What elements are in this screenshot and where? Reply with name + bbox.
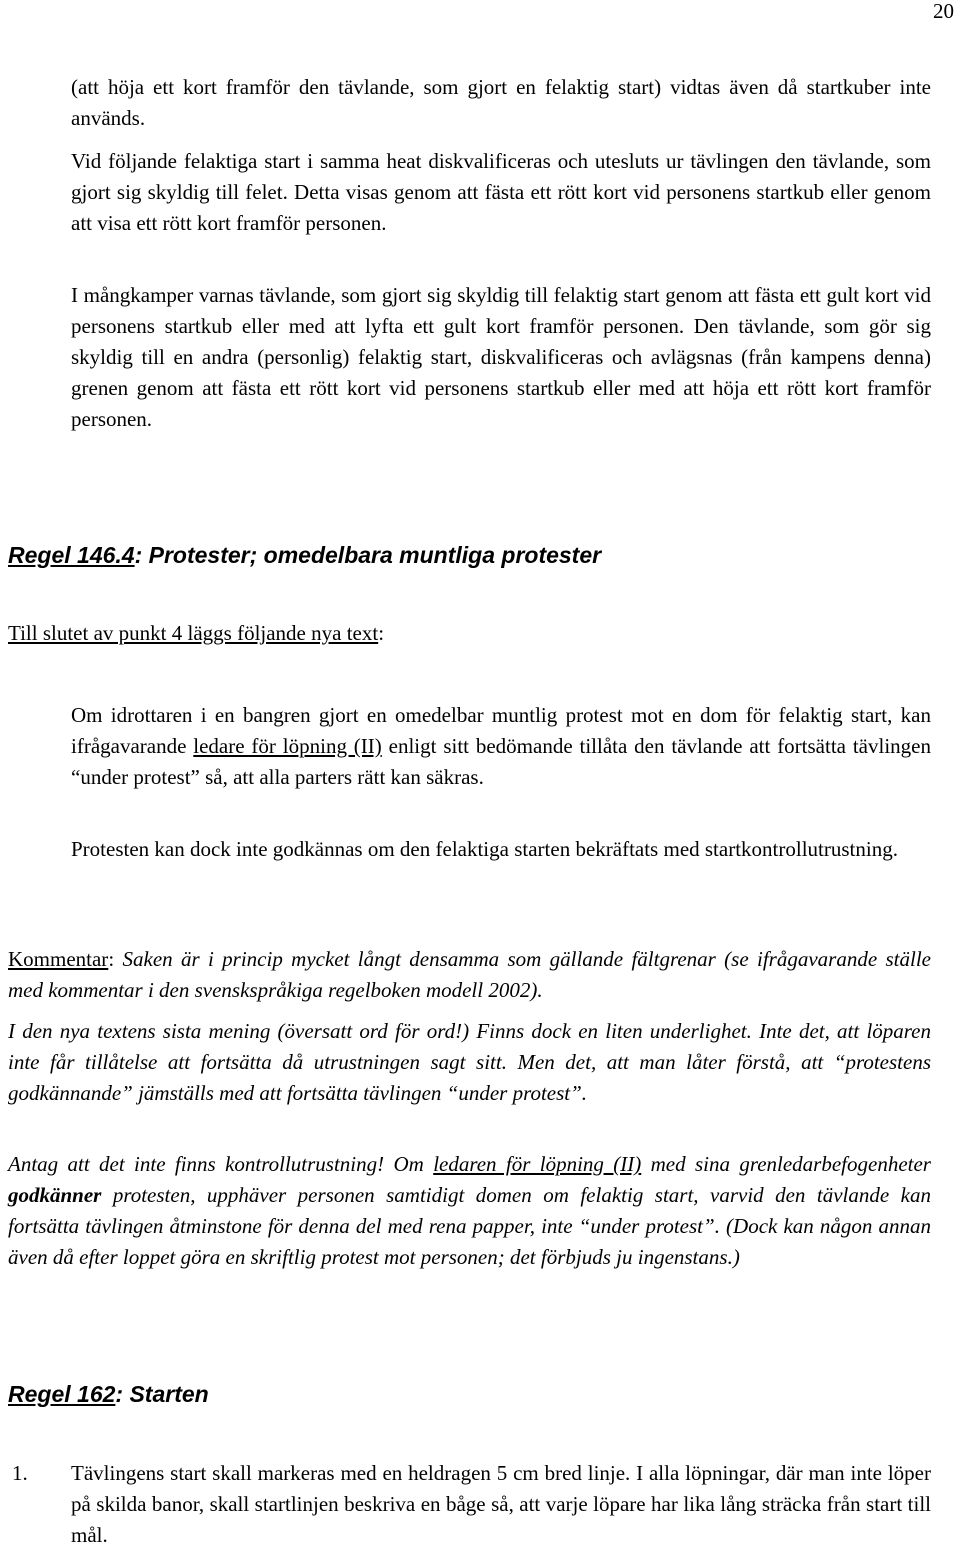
paragraph-protest-limit: Protesten kan dock inte godkännas om den felaktiga starten bekräftats med startkontrollutrustning.	[71, 837, 898, 861]
referee-reference: ledare för löpning (II)	[193, 734, 382, 758]
paragraph-protest-rule: Om idrottaren i en bangren gjort en omedelbar muntlig protest mot en dom för felaktig start, kan ifrågavarande ledare för löpning (II) enligt sitt bedömande tillåta den tävlande att fortsätta tävlingen “under protest” så, att alla parters rätt kan säkras.	[71, 703, 931, 789]
page-number: 20	[933, 0, 954, 23]
list-item-number: 1.	[12, 1461, 28, 1485]
rule-146-heading	[8, 541, 601, 569]
comment-paragraph-2: I den nya textens sista mening (översatt ord för ord!) Finns dock en liten underlighet. Inte det, att löparen inte får tillåtelse att fortsätta då utrustningen sagt sitt. Men det, att man låter förstå, att “protestens godkännande” jämställs med att fortsätta tävlingen “under protest”.	[8, 1019, 931, 1105]
rule-162-number: Regel 162	[8, 1381, 116, 1407]
list-item-start-line: Tävlingens start skall markeras med en heldragen 5 cm bred linje. I alla löpningar, där man inte löper på skilda banor, skall startlinjen beskriva en båge så, att varje löpare har lika lång sträcka från start till mål.	[71, 1461, 931, 1547]
comment-paragraph-1: Kommentar: Saken är i princip mycket långt densamma som gällande fältgrenar (se ifrågavarande ställe med kommentar i den svenskspråkiga regelboken modell 2002).	[8, 947, 931, 1002]
paragraph-start-cubes: (att höja ett kort framför den tävlande, som gjort en felaktig start) vidtas även då startkuber inte används.	[71, 75, 931, 130]
approves-emphasis: godkänner	[8, 1183, 102, 1207]
paragraph-red-card: Vid följande felaktiga start i samma heat diskvalificeras och utesluts ur tävlingen den tävlande, som gjort sig skyldig till felet. Detta visas genom att fästa ett rött kort vid personens startkub eller genom att visa ett rött kort framför personen.	[71, 149, 931, 235]
rule-162-heading	[8, 1380, 209, 1408]
comment-paragraph-3: Antag att det inte finns kontrollutrustning! Om ledaren för löpning (II) med sina grenledarbefogenheter godkänner protesten, upphäver personen samtidigt domen om felaktig start, varvid den tävlande kan fortsätta tävlingen åtminstone för denna del med rena papper, inte “under protest”. (Dock kan någon annan även då efter loppet göra en skriftlig protest mot personen; det förbjuds ju ingenstans.)	[8, 1152, 931, 1269]
amendment-instruction: Till slutet av punkt 4 läggs följande nya text:	[8, 621, 385, 645]
rule-146-number: Regel 146.4	[8, 542, 135, 568]
referee-reference-comment: ledaren för löpning (II)	[433, 1152, 642, 1176]
comment-label: Kommentar	[8, 947, 109, 971]
rule-162-title: : Starten	[115, 1381, 209, 1407]
rule-146-title: : Protester; omedelbara muntliga protester	[134, 542, 602, 568]
paragraph-combined-events: I mångkamper varnas tävlande, som gjort sig skyldig till felaktig start genom att fästa ett gult kort vid personens startkub eller med att lyfta ett gult kort framför personen. Den tävlande, som gör sig skyldig till en andra (personlig) felaktig start, diskvalificeras och avlägsnas (från kampens denna) grenen genom att fästa ett rött kort vid personens startkub eller med att höja ett rött kort framför personen.	[71, 283, 931, 431]
amendment-instruction-text: Till slutet av punkt 4 läggs följande nya text	[8, 621, 379, 645]
